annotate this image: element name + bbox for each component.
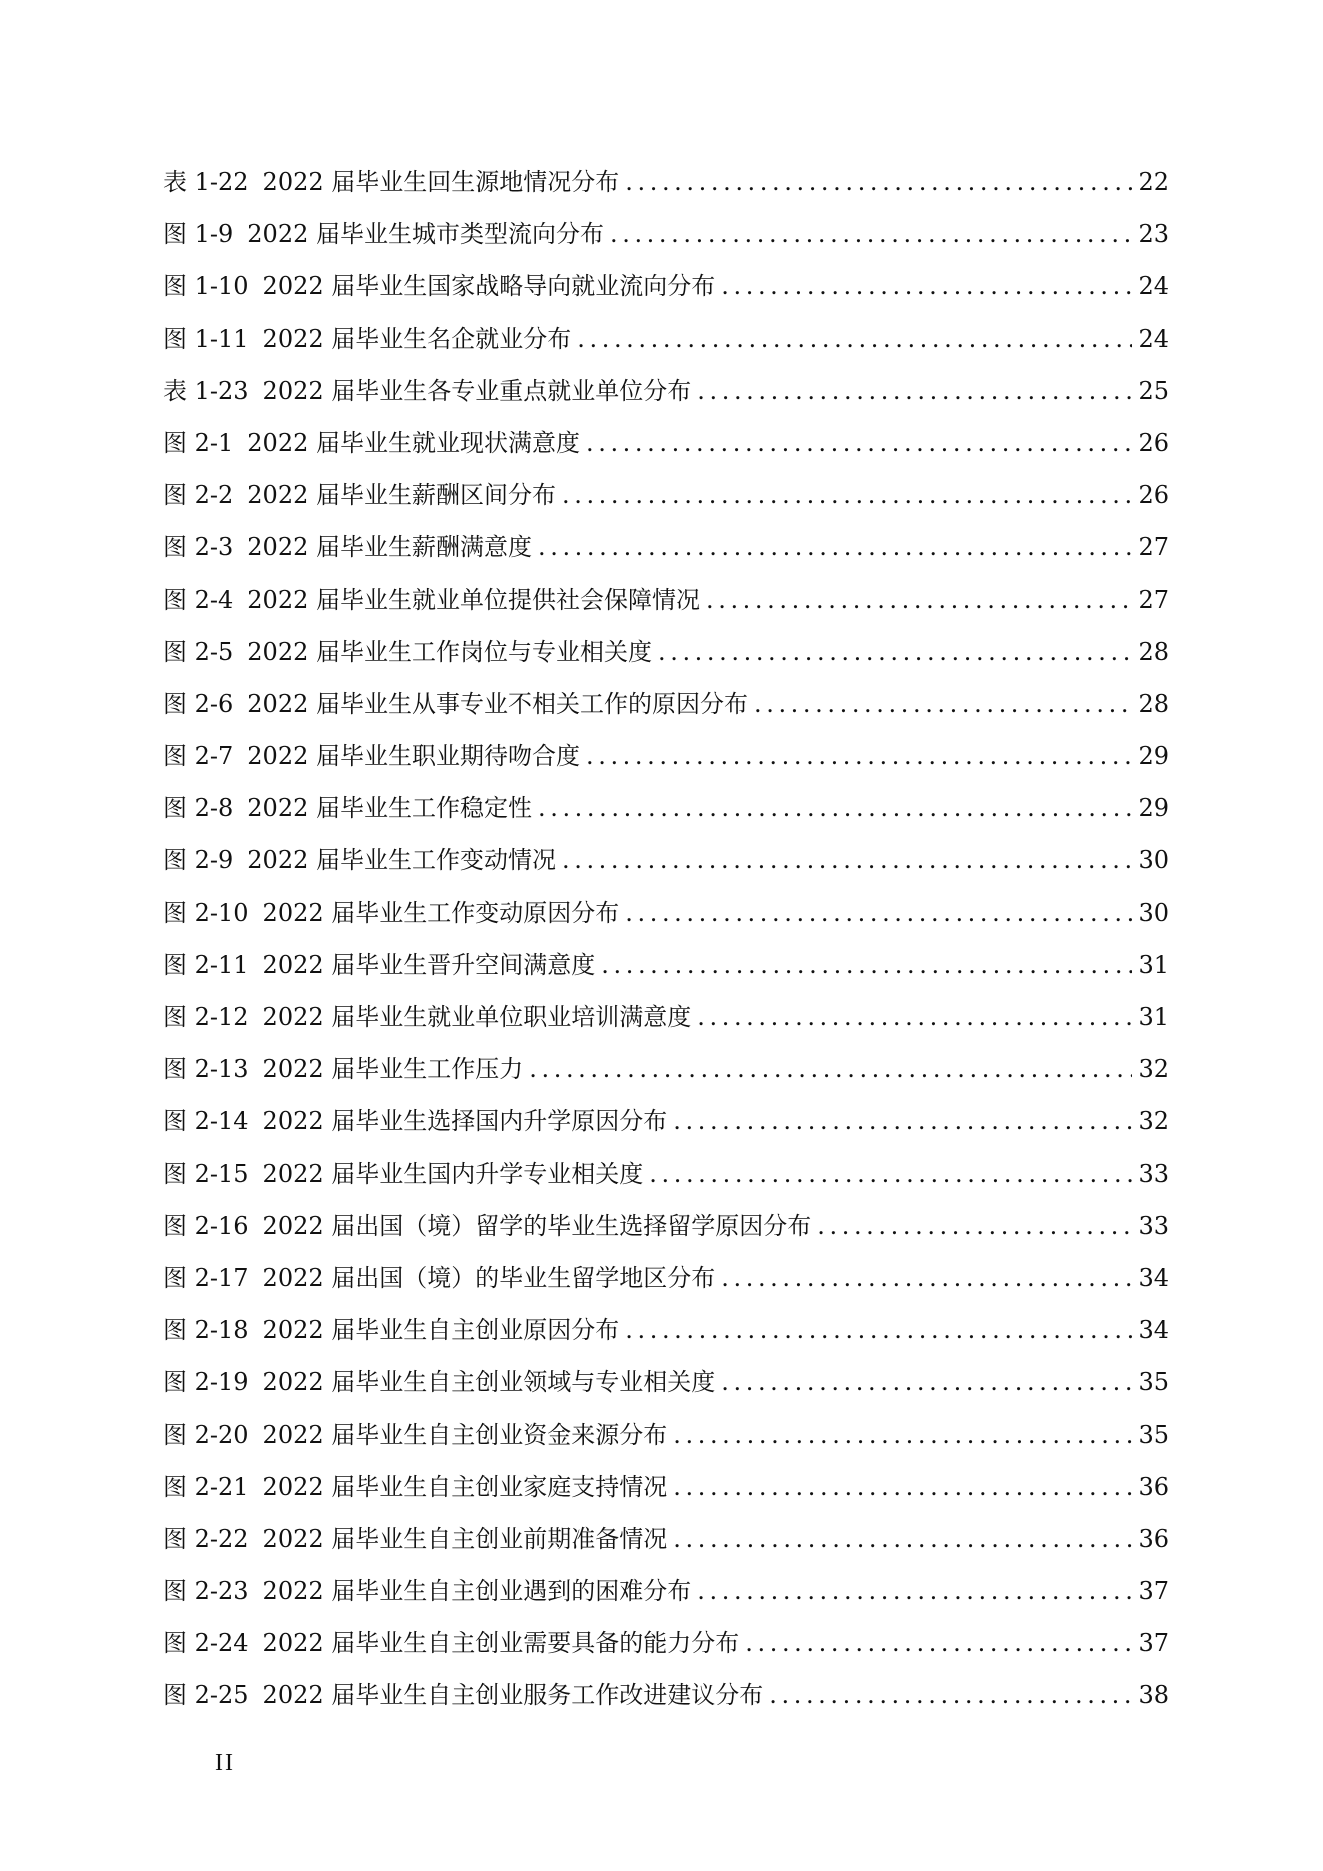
toc-entry-page-number: 37 [1138,1577,1169,1606]
toc-entry-label: 图 2-9 [163,846,234,875]
toc-entry-title: 2022 届毕业生自主创业前期准备情况 [262,1524,668,1553]
toc-entry-page-number: 32 [1138,1055,1169,1084]
toc-entry-page-number: 22 [1138,168,1169,196]
toc-entry-leader [673,1409,1132,1461]
toc-entry-page-number: 34 [1138,1263,1169,1292]
toc-entry-title: 2022 届毕业生从事专业不相关工作的原因分布 [247,689,748,718]
toc-entry-label: 图 2-19 [163,1368,249,1397]
toc-entry-page-number: 30 [1138,898,1169,927]
toc-entry-page-number: 23 [1138,220,1169,249]
toc-entry-leader [610,208,1132,260]
toc-entry-leader [706,574,1132,626]
toc-entry-leader [586,730,1132,782]
toc-entry-page-number: 29 [1138,794,1169,823]
toc-entry-label: 图 2-12 [163,1003,249,1031]
toc-entry-leader [658,626,1132,678]
toc-entry[interactable] [163,521,1169,573]
toc-entry[interactable] [163,991,1169,1043]
toc-entry-leader [817,1200,1132,1252]
toc-entry[interactable] [163,469,1169,521]
toc-entry-page-number: 24 [1138,324,1169,353]
toc-entry-label: 图 2-11 [163,950,249,979]
toc-entry-label: 图 2-2 [163,481,234,510]
toc-entry-label: 图 2-22 [163,1524,249,1553]
toc-entry-leader [649,1148,1132,1200]
toc-entry-page-number: 27 [1138,585,1169,614]
toc-entry-page-number: 34 [1138,1316,1169,1345]
toc-entry-label: 图 2-17 [163,1263,249,1292]
toc-entry[interactable] [163,574,1169,626]
toc-entry-leader [697,1565,1132,1617]
toc-entry-page-number: 27 [1138,533,1169,562]
toc-entry-title: 2022 届毕业生自主创业领域与专业相关度 [262,1368,716,1397]
toc-entry-title: 2022 届毕业生就业单位职业培训满意度 [262,1003,692,1031]
toc-entry[interactable] [163,365,1169,417]
toc-entry-page-number: 33 [1138,1211,1169,1240]
toc-entry[interactable] [163,1565,1169,1617]
toc-entry-label: 图 2-21 [163,1472,249,1501]
toc-entry-label: 图 1-9 [163,220,234,249]
toc-entry-title: 2022 届毕业生工作变动原因分布 [262,898,620,927]
toc-entry-title: 2022 届出国（境）的毕业生留学地区分布 [262,1263,716,1292]
toc-entry[interactable] [163,417,1169,469]
toc-entry-page-number: 38 [1138,1681,1169,1710]
toc-entry-title: 2022 届毕业生国内升学专业相关度 [262,1159,644,1188]
toc-entry-leader [625,1304,1132,1356]
toc-entry-label: 图 1-10 [163,272,249,301]
toc-entry-title: 2022 届出国（境）留学的毕业生选择留学原因分布 [262,1211,812,1240]
toc-entry[interactable] [163,208,1169,260]
toc-entry[interactable] [163,1304,1169,1356]
toc-entry-page-number: 31 [1138,1003,1169,1031]
toc-entry-page-number: 28 [1138,637,1169,666]
toc-entry-label: 图 2-14 [163,1107,249,1136]
toc-entry-label: 图 2-4 [163,585,234,614]
toc-entry-title: 2022 届毕业生自主创业服务工作改进建议分布 [262,1681,764,1710]
toc-entry-leader [562,834,1132,886]
toc-entry-label: 图 2-15 [163,1159,249,1188]
toc-entry-leader [697,991,1132,1043]
toc-entry-leader [538,782,1132,834]
toc-entry-leader [721,1356,1132,1408]
toc-entry-title: 2022 届毕业生薪酬区间分布 [247,481,556,510]
toc-entry[interactable] [163,782,1169,834]
toc-entry-page-number: 32 [1138,1107,1169,1136]
toc-entry-page-number: 35 [1138,1420,1169,1449]
toc-entry-label: 图 2-8 [163,794,234,823]
toc-entry-page-number: 36 [1138,1524,1169,1553]
toc-entry-leader [529,1043,1132,1095]
toc-entry[interactable] [163,1409,1169,1461]
toc-entry-title: 2022 届毕业生工作变动情况 [247,846,556,875]
toc-entry[interactable] [163,626,1169,678]
toc-entry[interactable] [163,1252,1169,1304]
toc-entry-label: 图 2-13 [163,1055,249,1084]
toc-entry-label: 图 2-3 [163,533,234,562]
toc-entry-label: 图 2-5 [163,637,234,666]
toc-entry-label: 图 1-11 [163,324,249,353]
toc-entry-leader [673,1513,1132,1565]
toc-entry[interactable] [163,313,1169,365]
toc-entry-leader [625,156,1132,208]
toc-entry-label: 表 1-23 [163,376,249,405]
toc-entry-label: 图 2-10 [163,898,249,927]
toc-entry-page-number: 29 [1138,742,1169,771]
toc-entry-title: 2022 届毕业生回生源地情况分布 [262,168,620,196]
toc-entry-title: 2022 届毕业生工作岗位与专业相关度 [247,637,652,666]
toc-entry[interactable] [163,1095,1169,1147]
toc-entry-page-number: 25 [1138,376,1169,405]
toc-entry-label: 图 2-16 [163,1211,249,1240]
toc-entry-title: 2022 届毕业生晋升空间满意度 [262,950,596,979]
toc-entry[interactable] [163,1200,1169,1252]
toc-entry-leader [745,1617,1132,1669]
toc-entry-label: 图 2-7 [163,742,234,771]
toc-entry-label: 图 2-23 [163,1577,249,1606]
toc-entry-title: 2022 届毕业生选择国内升学原因分布 [262,1107,668,1136]
toc-entry-label: 图 2-25 [163,1681,249,1710]
toc-entry-title: 2022 届毕业生自主创业原因分布 [262,1316,620,1345]
toc-entry[interactable] [163,939,1169,991]
toc-entry[interactable] [163,730,1169,782]
toc-entry-leader [625,887,1132,939]
toc-entry-leader [769,1669,1132,1721]
toc-entry-leader [721,260,1132,312]
toc-entry[interactable] [163,156,1169,208]
toc-entry-title: 2022 届毕业生自主创业需要具备的能力分布 [262,1629,740,1658]
toc-entry[interactable] [163,887,1169,939]
toc-entry-title: 2022 届毕业生工作稳定性 [247,794,532,823]
toc-entry-title: 2022 届毕业生国家战略导向就业流向分布 [262,272,716,301]
page-number: II [215,1750,235,1776]
toc-entry[interactable] [163,678,1169,730]
toc-entry-title: 2022 届毕业生名企就业分布 [262,324,572,353]
toc-entry-page-number: 35 [1138,1368,1169,1397]
toc-entry[interactable] [163,1513,1169,1565]
toc-entry-page-number: 28 [1138,689,1169,718]
toc-entry-label: 表 1-22 [163,168,249,196]
toc-entry[interactable] [163,834,1169,886]
toc-entry-leader [721,1252,1132,1304]
toc-entry-page-number: 31 [1138,950,1169,979]
toc-entry-leader [586,417,1132,469]
toc-entry-label: 图 2-6 [163,689,234,718]
toc-entry-title: 2022 届毕业生职业期待吻合度 [247,742,580,771]
toc-entry[interactable] [163,1617,1169,1669]
toc-entry-label: 图 2-20 [163,1420,249,1449]
toc-entry-label: 图 2-18 [163,1316,249,1345]
toc-entry-leader [673,1095,1132,1147]
toc-entry-page-number: 26 [1138,428,1169,457]
toc-entry-title: 2022 届毕业生各专业重点就业单位分布 [262,376,692,405]
toc-entry[interactable] [163,1356,1169,1408]
toc-entry-title: 2022 届毕业生城市类型流向分布 [247,220,604,249]
toc-entry-title: 2022 届毕业生薪酬满意度 [247,533,532,562]
toc-entry[interactable] [163,1043,1169,1095]
toc-entry-page-number: 37 [1138,1629,1169,1658]
toc-entry-leader [562,469,1132,521]
toc-entry-page-number: 30 [1138,846,1169,875]
toc-entry-title: 2022 届毕业生就业单位提供社会保障情况 [247,585,700,614]
toc-entry-page-number: 24 [1138,272,1169,301]
toc-entry-title: 2022 届毕业生工作压力 [262,1055,524,1084]
toc-list [163,156,1169,1722]
toc-entry-title: 2022 届毕业生就业现状满意度 [247,428,580,457]
toc-entry-page-number: 33 [1138,1159,1169,1188]
toc-entry[interactable] [163,1669,1169,1721]
toc-entry-title: 2022 届毕业生自主创业遇到的困难分布 [262,1577,692,1606]
toc-entry-page-number: 26 [1138,481,1169,510]
toc-entry[interactable] [163,1461,1169,1513]
toc-entry[interactable] [163,1148,1169,1200]
toc-entry-leader [754,678,1132,730]
toc-entry-leader [538,521,1132,573]
table-of-contents [163,156,1169,1722]
toc-entry-title: 2022 届毕业生自主创业资金来源分布 [262,1420,668,1449]
toc-entry-leader [577,313,1132,365]
toc-entry-leader [601,939,1132,991]
toc-entry-leader [673,1461,1132,1513]
toc-entry[interactable] [163,260,1169,312]
toc-entry-page-number: 36 [1138,1472,1169,1501]
toc-entry-label: 图 2-1 [163,428,234,457]
toc-entry-title: 2022 届毕业生自主创业家庭支持情况 [262,1472,668,1501]
toc-entry-label: 图 2-24 [163,1629,249,1658]
toc-entry-leader [697,365,1132,417]
